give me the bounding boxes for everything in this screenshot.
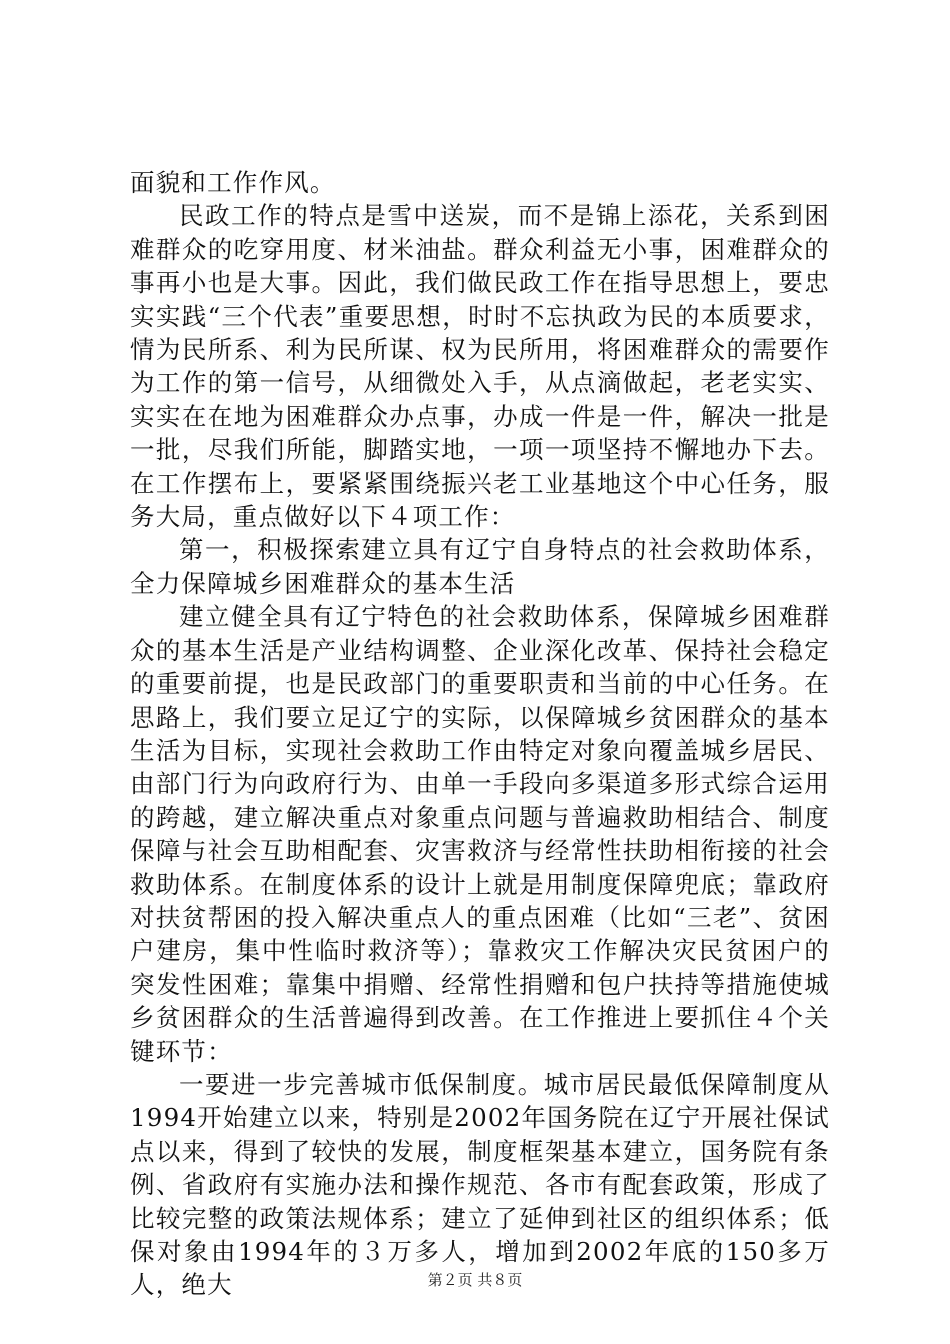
- document-body: [130, 166, 830, 1302]
- paragraph-continuation: 面貌和工作作风。: [130, 168, 336, 197]
- paragraph-work-principle: 民政工作的特点是雪中送炭，而不是锦上添花，关系到困难群众的吃穿用度、材米油盐。群众利益无小事，困难群众的事再小也是大事。因此，我们做民政工作在指导思想上，要忠实实践“三个代表”重要思想，时时不忘执政为民的本质要求，情为民所系、利为民所谋、权为民所用，将困难群众的需要作为工作的第一信号，从细微处入手，从点滴做起，老老实实、实实在在地为困难群众办点事，办成一件是一件，解决一批是一批，尽我们所能，脚踏实地，一项一项坚持不懈地办下去。在工作摆布上，要紧紧围绕振兴老工业基地这个中心任务，服务大局，重点做好以下４项工作：: [130, 201, 830, 532]
- page-footer: 第２页 共８页: [427, 1271, 523, 1289]
- paragraph-social-aid-system: 建立健全具有辽宁特色的社会救助体系，保障城乡困难群众的基本生活是产业结构调整、企业深化改革、保持社会稳定的重要前提，也是民政部门的重要职责和当前的中心任务。在思路上，我们要立足辽宁的实际，以保障城乡贫困群众的基本生活为目标，实现社会救助工作由特定对象向覆盖城乡居民、由部门行为向政府行为、由单一手段向多渠道多形式综合运用的跨越，建立解决重点对象重点问题与普遍救助相结合、制度保障与社会互助相配套、灾害救济与经常性扶助相衔接的社会救助体系。在制度体系的设计上就是用制度保障兜底；靠政府对扶贫帮困的投入解决重点人的重点困难（比如“三老”、贫困户建房，集中性临时救济等）；靠救灾工作解决灾民贫困户的突发性困难；靠集中捐赠、经常性捐赠和包户扶持等措施使城乡贫困群众的生活普遍得到改善。在工作推进上要抓住４个关键环节：: [130, 602, 830, 1066]
- section-heading-first: 第一，积极探索建立具有辽宁自身特点的社会救助体系，全力保障城乡困难群众的基本生活: [130, 535, 830, 598]
- paragraph-urban-minimum-security: 一要进一步完善城市低保制度。城市居民最低保障制度从1994开始建立以来，特别是2002年国务院在辽宁开展社保试点以来，得到了较快的发展，制度框架基本建立，国务院有条例、省政府有实施办法和操作规范、各市有配套政策，形成了比较完整的政策法规体系；建立了延伸到社区的组织体系；低保对象由1994年的３万多人，增加到2002年底的150多万人，绝大: [130, 1069, 830, 1300]
